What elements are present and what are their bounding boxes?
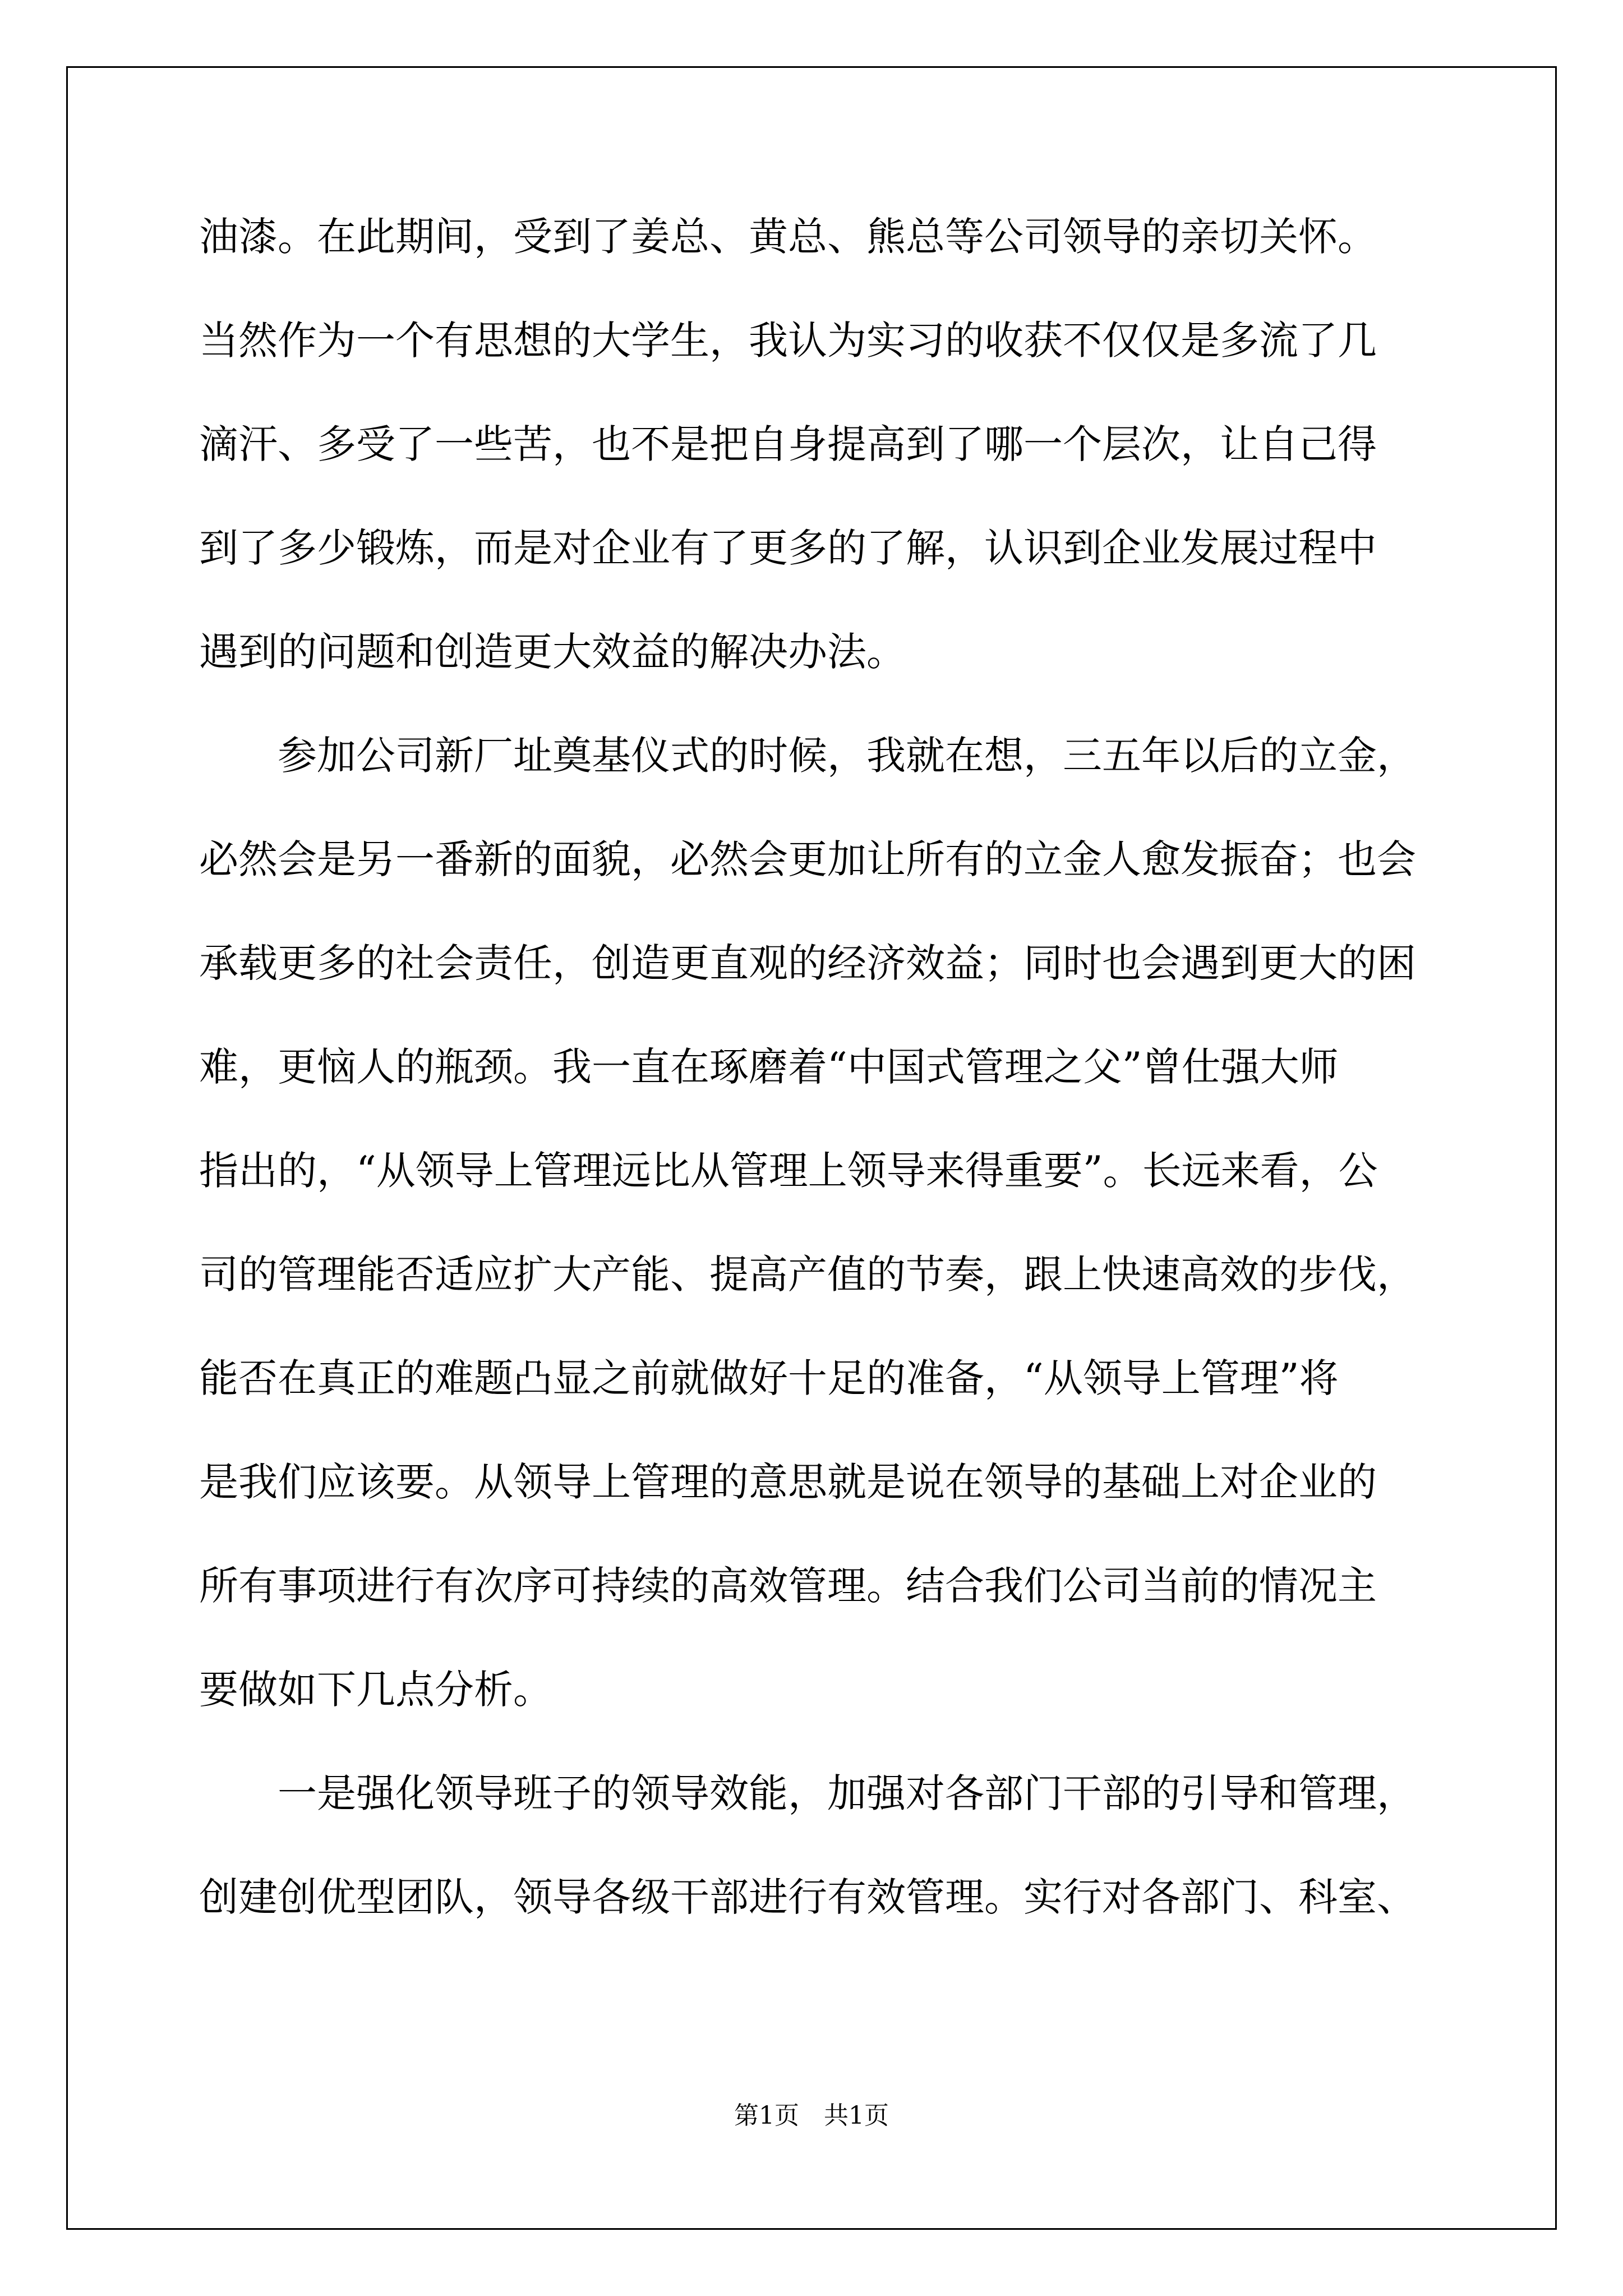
text-line: 要做如下几点分析。: [199, 1667, 552, 1713]
text-line: 司的管理能否适应扩大产能、提高产值的节奏，跟上快速高效的步伐，: [199, 1251, 1416, 1297]
text-line: 指出的，“从领导上管理远比从管理上领导来得重要”。长远来看，公: [199, 1148, 1378, 1194]
page-footer: 第1页 共1页: [734, 2101, 889, 2130]
text-line: 难，更恼人的瓶颈。我一直在琢磨着“中国式管理之父”曾仕强大师: [199, 1044, 1339, 1090]
text-line: 遇到的问题和创造更大效益的解决办法。: [199, 629, 906, 675]
text-line: 当然作为一个有思想的大学生，我认为实习的收获不仅仅是多流了几: [199, 318, 1377, 364]
text-line: 能否在真正的难题凸显之前就做好十足的准备，“从领导上管理”将: [199, 1355, 1339, 1401]
text-line: 油漆。在此期间，受到了姜总、黄总、熊总等公司领导的亲切关怀。: [199, 214, 1377, 260]
text-line: 创建创优型团队，领导各级干部进行有效管理。实行对各部门、科室、: [199, 1874, 1416, 1920]
text-line: 必然会是另一番新的面貌，必然会更加让所有的立金人愈发振奋；也会: [199, 836, 1416, 882]
text-line: 到了多少锻炼，而是对企业有了更多的了解，认识到企业发展过程中: [199, 525, 1377, 571]
text-line: 所有事项进行有次序可持续的高效管理。结合我们公司当前的情况主: [199, 1563, 1377, 1609]
text-line: 是我们应该要。从领导上管理的意思就是说在领导的基础上对企业的: [199, 1459, 1377, 1505]
text-line: 参加公司新厂址奠基仪式的时候，我就在想，三五年以后的立金，: [199, 733, 1416, 779]
text-line: 一是强化领导班子的领导效能，加强对各部门干部的引导和管理，: [199, 1770, 1416, 1816]
text-line: 滴汗、多受了一些苦，也不是把自身提高到了哪一个层次，让自己得: [199, 421, 1377, 467]
text-line: 承载更多的社会责任，创造更直观的经济效益；同时也会遇到更大的困: [199, 940, 1416, 986]
document-body: [199, 185, 1422, 1949]
